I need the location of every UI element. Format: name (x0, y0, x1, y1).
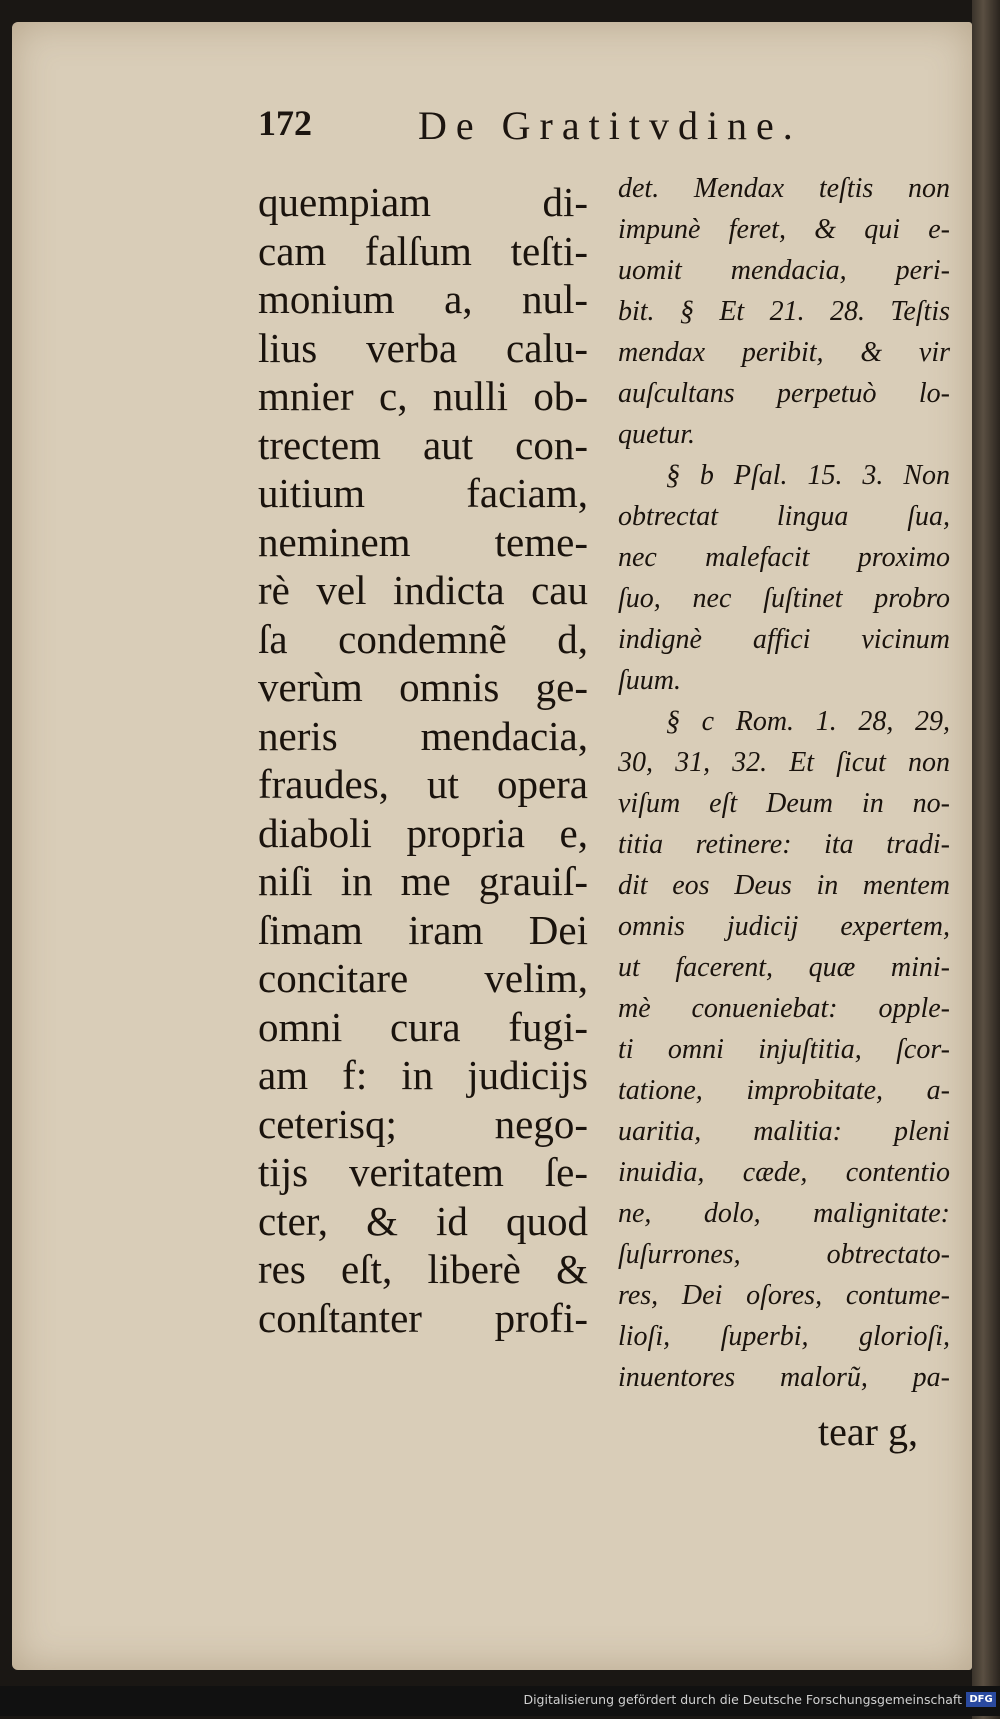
note-line: titia retinere: ita tradi- (618, 829, 950, 860)
note-line: 30, 31, 32. Et ſicut non (618, 747, 950, 778)
running-head: De Gratitvdine. (418, 103, 802, 148)
main-text-line: diaboli propria e, (258, 809, 588, 856)
main-text-line: trectem aut con- (258, 421, 588, 468)
main-text-line: ſa condemnẽ d, (258, 615, 588, 662)
book-edge (972, 0, 1000, 1719)
note-line: res, Dei oſores, contume- (618, 1280, 950, 1311)
note-line: bit. § Et 21. 28. Teſtis (618, 296, 950, 327)
note-line: dit eos Deus in mentem (618, 870, 950, 901)
marginal-notes-column (618, 168, 950, 1398)
note-line: uaritia, malitia: pleni (618, 1116, 950, 1147)
main-text-line: neminem teme- (258, 518, 588, 565)
main-text-line: am f: in judicijs (258, 1052, 588, 1098)
main-text-line: omni cura fugi- (258, 1003, 588, 1050)
footer-bar (0, 1686, 1000, 1716)
main-text-line: cter, & id quod (258, 1197, 588, 1244)
main-text-line: rè vel indicta cau (258, 567, 588, 613)
funding-credit: Digitalisierung gefördert durch die Deutsche Forschungsgemeinschaft (523, 1692, 962, 1707)
main-text-line: uitium faciam, (258, 470, 588, 516)
note-line: ut facerent, quæ mini- (618, 952, 950, 983)
note-line: ſuum. (618, 665, 681, 696)
note-line: ti omni injuſtitia, ſcor- (618, 1034, 950, 1065)
main-text-line: monium a, nul- (258, 276, 588, 322)
main-text-line: concitare velim, (258, 955, 588, 1001)
note-line: uomit mendacia, peri- (618, 255, 950, 286)
note-line: inuentores malorũ, pa- (618, 1362, 950, 1393)
main-text-line: res eſt, liberè & (258, 1246, 588, 1292)
main-text-line: niſi in me grauiſ- (258, 858, 588, 904)
note-line: auſcultans perpetuò lo- (618, 378, 950, 409)
note-line: obtrectat lingua ſua, (618, 501, 950, 532)
note-line: ſuſurrones, obtrectato- (618, 1239, 950, 1270)
main-text-line: neris mendacia, (258, 712, 588, 759)
note-line: indignè affici vicinum (618, 624, 950, 655)
main-text-line: cam falſum teſti- (258, 227, 588, 274)
page-number: 172 (258, 103, 312, 143)
main-text-line: conſtanter profi- (258, 1294, 588, 1341)
note-line: quetur. (618, 419, 695, 450)
main-text-line: lius verba calu- (258, 324, 588, 371)
main-text-line: quempiam di- (258, 179, 588, 225)
main-text-line: tijs veritatem ſe- (258, 1149, 588, 1195)
note-line: tatione, improbitate, a- (618, 1075, 950, 1106)
dfg-logo: DFG (966, 1692, 996, 1707)
note-line: viſum eſt Deum in no- (618, 788, 950, 819)
catchword: tear g, (818, 1409, 918, 1454)
main-text-column (258, 178, 588, 1342)
page-header (258, 102, 878, 152)
note-line: det. Mendax teſtis non (618, 173, 950, 204)
note-line: § c Rom. 1. 28, 29, (666, 706, 950, 737)
note-line: ſuo, nec ſuſtinet probro (618, 583, 950, 614)
note-line: § b Pſal. 15. 3. Non (666, 460, 950, 491)
main-text-line: fraudes, ut opera (258, 761, 588, 807)
note-line: inuidia, cæde, contentio (618, 1157, 950, 1188)
note-line: mendax peribit, & vir (618, 337, 950, 368)
note-line: nec malefacit proximo (618, 542, 950, 573)
note-line: ne, dolo, malignitate: (618, 1198, 950, 1229)
main-text-line: mnier c, nulli ob- (258, 373, 588, 419)
note-line: omnis judicij expertem, (618, 911, 950, 942)
main-text-line: ſimam iram Dei (258, 906, 588, 953)
note-line: impunè feret, & qui e- (618, 214, 950, 245)
note-line: mè conueniebat: opple- (618, 993, 950, 1024)
main-text-line: verùm omnis ge- (258, 664, 588, 710)
note-line: lioſi, ſuperbi, glorioſi, (618, 1321, 950, 1352)
main-text-line: ceterisq; nego- (258, 1100, 588, 1147)
